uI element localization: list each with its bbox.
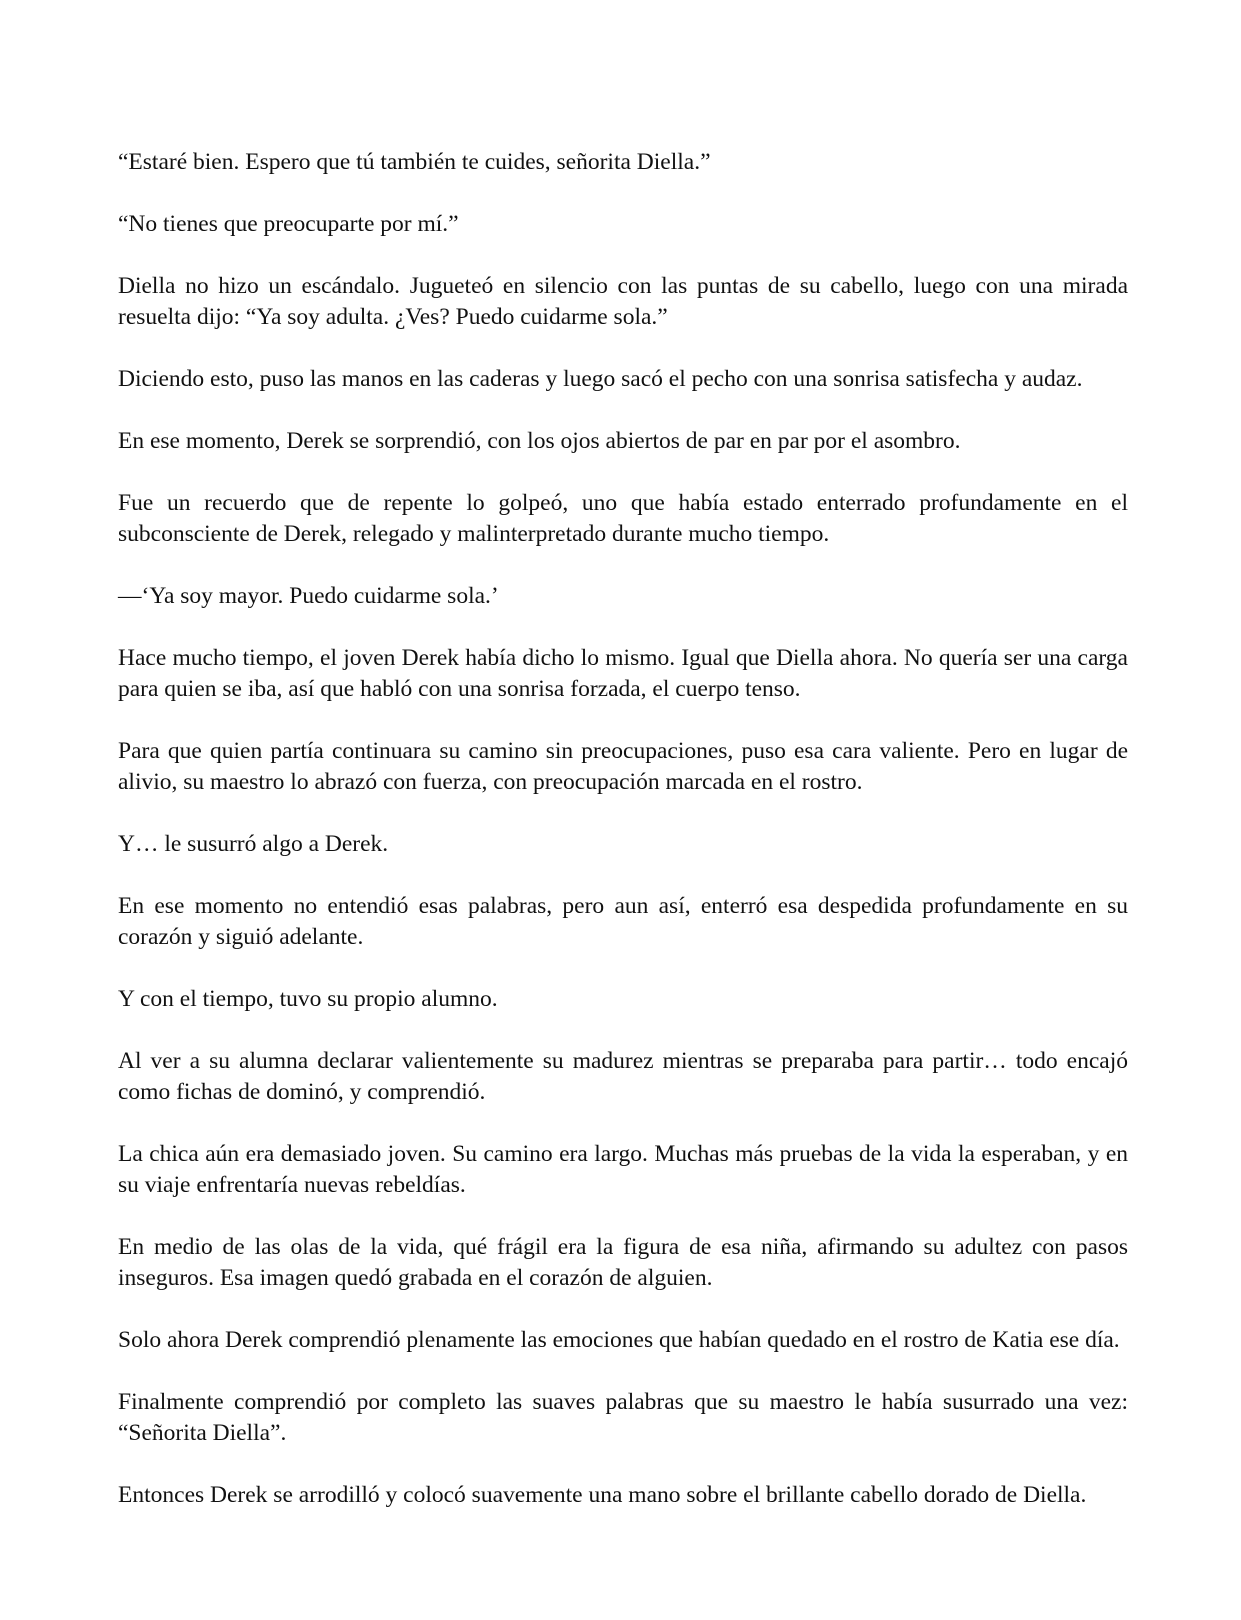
paragraph: Y… le susurró algo a Derek. xyxy=(118,831,389,857)
paragraph: Finalmente comprendió por completo las suaves palabras que su maestro le había susurrado una vez: “Señorita Diella”. xyxy=(118,1389,1128,1446)
paragraph: Entonces Derek se arrodilló y colocó suavemente una mano sobre el brillante cabello dorado de Diella. xyxy=(118,1482,1087,1508)
paragraph: Solo ahora Derek comprendió plenamente las emociones que habían quedado en el rostro de Katia ese día. xyxy=(118,1327,1120,1353)
paragraph: En medio de las olas de la vida, qué frágil era la figura de esa niña, afirmando su adultez con pasos inseguros. Esa imagen quedó grabada en el corazón de alguien. xyxy=(118,1234,1128,1291)
paragraph: Diella no hizo un escándalo. Jugueteó en silencio con las puntas de su cabello, luego con una mirada resuelta dijo: “Ya soy adulta. ¿Ves? Puedo cuidarme sola.” xyxy=(118,273,1128,330)
paragraph: Hace mucho tiempo, el joven Derek había dicho lo mismo. Igual que Diella ahora. No quería ser una carga para quien se iba, así que habló con una sonrisa forzada, el cuerpo tenso. xyxy=(118,645,1128,702)
paragraph: En ese momento no entendió esas palabras, pero aun así, enterró esa despedida profundamente en su corazón y siguió adelante. xyxy=(118,893,1128,950)
paragraph: En ese momento, Derek se sorprendió, con los ojos abiertos de par en par por el asombro. xyxy=(118,428,961,454)
paragraph: “Estaré bien. Espero que tú también te cuides, señorita Diella.” xyxy=(118,149,711,175)
paragraph: —‘Ya soy mayor. Puedo cuidarme sola.’ xyxy=(118,583,499,609)
paragraph: Para que quien partía continuara su camino sin preocupaciones, puso esa cara valiente. Pero en lugar de alivio, su maestro lo abrazó con fuerza, con preocupación marcada en el rostro. xyxy=(118,738,1128,795)
body-text xyxy=(118,147,1128,1511)
paragraph: Y con el tiempo, tuvo su propio alumno. xyxy=(118,986,498,1012)
paragraph: Fue un recuerdo que de repente lo golpeó, uno que había estado enterrado profundamente en el subconsciente de Derek, relegado y malinterpretado durante mucho tiempo. xyxy=(118,490,1128,547)
paragraph: Al ver a su alumna declarar valientemente su madurez mientras se preparaba para partir… todo encajó como fichas de dominó, y comprendió. xyxy=(118,1048,1128,1105)
paragraph: “No tienes que preocuparte por mí.” xyxy=(118,211,459,237)
paragraph: La chica aún era demasiado joven. Su camino era largo. Muchas más pruebas de la vida la esperaban, y en su viaje enfrentaría nuevas rebeldías. xyxy=(118,1141,1128,1198)
paragraph: Diciendo esto, puso las manos en las caderas y luego sacó el pecho con una sonrisa satisfecha y audaz. xyxy=(118,366,1083,392)
